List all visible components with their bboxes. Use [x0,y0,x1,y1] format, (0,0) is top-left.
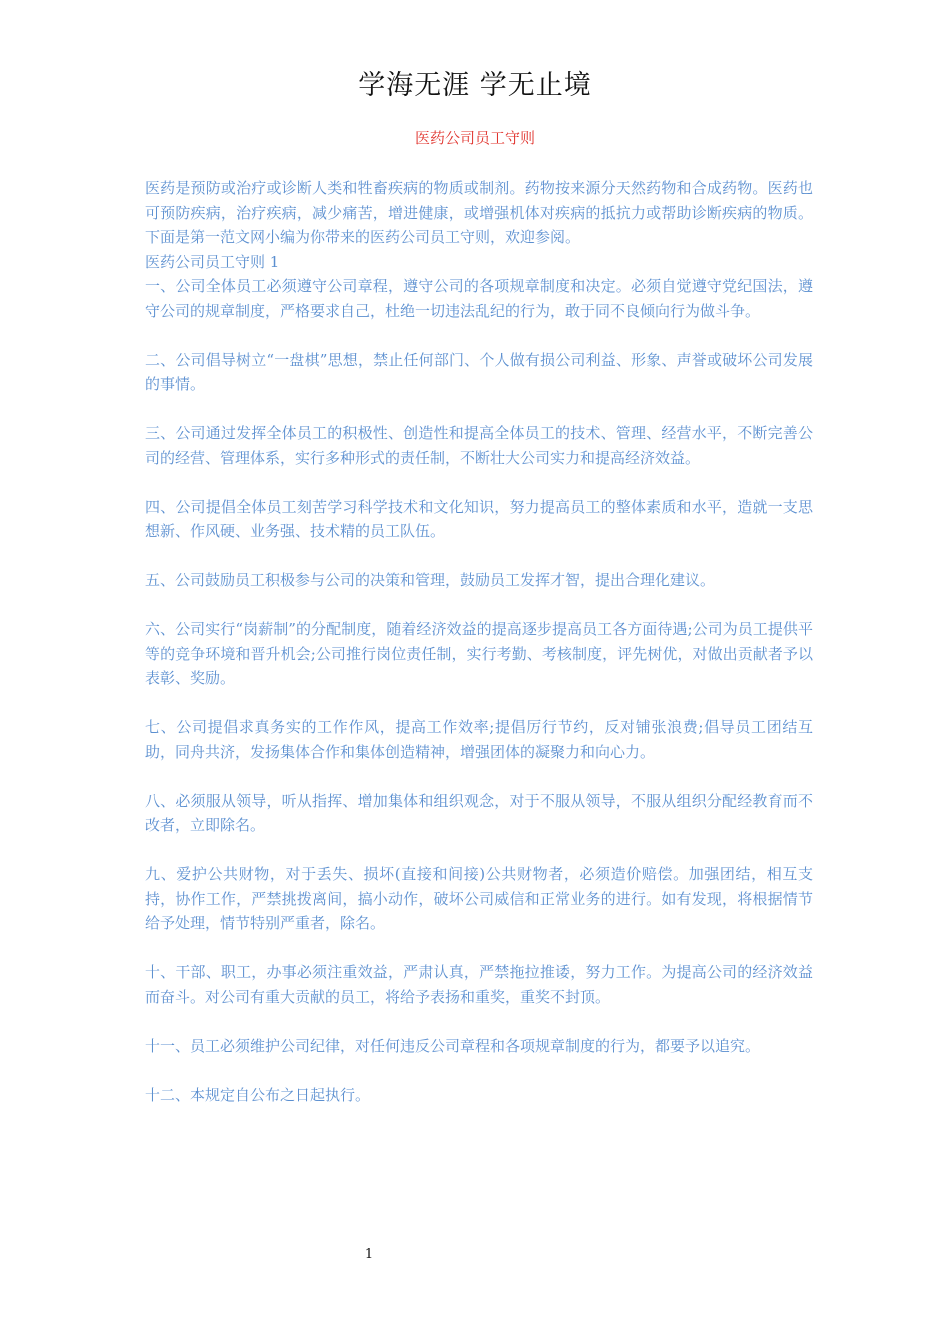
document-body [145,176,813,1107]
document-title: 医药公司员工守则 [414,129,535,147]
rule-item-8: 八、必须服从领导，听从指挥、增加集体和组织观念，对于不服从领导，不服从组织分配经教育而不改者，立即除名。 [145,791,813,834]
rule-item-11: 十一、员工必须维护公司纪律，对任何违反公司章程和各项规章制度的行为，都要予以追究。 [145,1036,761,1055]
rule-item-12: 十二、本规定自公布之日起执行。 [145,1085,371,1104]
rule-item-4: 四、公司提倡全体员工刻苦学习科学技术和文化知识，努力提高员工的整体素质和水平，造就一支思想新、作风硬、业务强、技术精的员工队伍。 [145,497,813,540]
page-number: 1 [364,1247,374,1262]
rule-item-5: 五、公司鼓励员工积极参与公司的决策和管理，鼓励员工发挥才智，提出合理化建议。 [145,571,716,589]
page-header-title: 学海无涯 学无止境 [358,70,592,101]
section-title: 医药公司员工守则 1 [145,252,280,271]
intro-paragraph: 医药是预防或治疗或诊断人类和牲畜疾病的物质或制剂。药物按来源分天然药物和合成药物。医药也可预防疾病，治疗疾病，减少痛苦，增进健康，或增强机体对疾病的抵抗力或帮助诊断疾病的物质。下面是第一范文网小编为你带来的医药公司员工守则，欢迎参阅。 [145,179,813,246]
rule-item-7: 七、公司提倡求真务实的工作作风，提高工作效率;提倡厉行节约，反对铺张浪费;倡导员工团结互助，同舟共济，发扬集体合作和集体创造精神，增强团体的凝聚力和向心力。 [145,718,813,761]
rule-item-2: 二、公司倡导树立“一盘棋”思想，禁止任何部门、个人做有损公司利益、形象、声誉或破坏公司发展的事情。 [145,350,813,393]
rule-item-1: 一、公司全体员工必须遵守公司章程，遵守公司的各项规章制度和决定。必须自觉遵守党纪国法，遵守公司的规章制度，严格要求自己，杜绝一切违法乱纪的行为，敢于同不良倾向行为做斗争。 [145,277,813,320]
rule-item-3: 三、公司通过发挥全体员工的积极性、创造性和提高全体员工的技术、管理、经营水平，不断完善公司的经营、管理体系，实行多种形式的责任制，不断壮大公司实力和提高经济效益。 [145,424,813,467]
rule-item-10: 十、干部、职工，办事必须注重效益，严肃认真，严禁拖拉推诿，努力工作。为提高公司的经济效益而奋斗。对公司有重大贡献的员工，将给予表扬和重奖，重奖不封顶。 [145,963,813,1006]
rule-item-6: 六、公司实行“岗薪制”的分配制度，随着经济效益的提高逐步提高员工各方面待遇;公司为员工提供平等的竞争环境和晋升机会;公司推行岗位责任制，实行考勤、考核制度，评先树优，对做出贡献者予以表彰、奖励。 [145,620,813,687]
rule-item-9: 九、爱护公共财物，对于丢失、损坏(直接和间接)公共财物者，必须造价赔偿。加强团结，相互支持，协作工作，严禁挑拨离间，搞小动作，破坏公司威信和正常业务的进行。如有发现，将根据情节给予处理，情节特别严重者，除名。 [145,865,813,932]
